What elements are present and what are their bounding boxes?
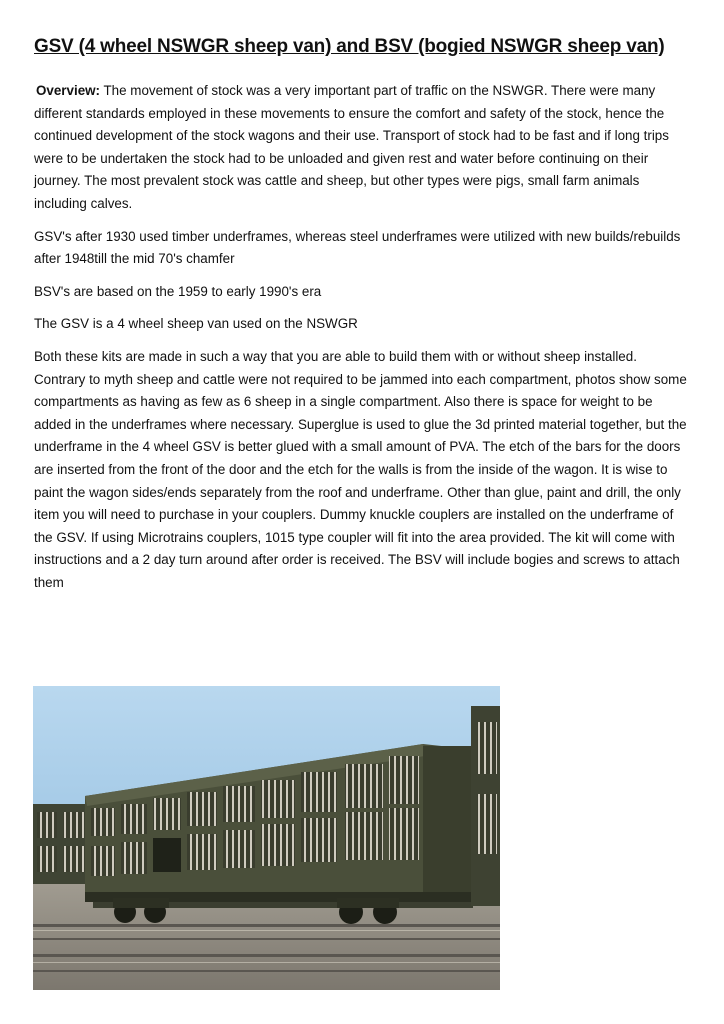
sheep-van-illustration [33,686,500,990]
gsv-description-paragraph: The GSV is a 4 wheel sheep van used on the NSWGR [34,316,358,332]
document-body [34,80,689,604]
overview-text: The movement of stock was a very important part of traffic on the NSWGR. There were many different standards employed in these movements to ensure the comfort and safety of the stock, hence the continued development of the stock wagons and their use. Transport of stock had to be fast and if long trips were to be undertaken the stock had to be unloaded and given rest and water before continuing on their journey. The most prevalent stock was cattle and sheep, but other types were pigs, small farm animals including calves. [34,83,669,211]
gsv-underframes-paragraph: GSV's after 1930 used timber underframes, whereas steel underframes were utilized with new builds/rebuilds after 1948till the mid 70's chamfer [34,228,681,267]
overview-paragraph [34,80,689,216]
kits-paragraph: Both these kits are made in such a way that you are able to build them with or without sheep installed. Contrary to myth sheep and cattle were not required to be jammed into each compartment, photos show some compartments as having as few as 6 sheep in a single compartment. Also there is space for weight to be added in the underframes where necessary. Superglue is used to glue the 3d printed material together, but the underframe in the 4 wheel GSV is better glued with a small amount of PVA. The etch of the bars for the doors are inserted from the front of the door and the etch for the walls is from the inside of the wagon. It is wise to paint the wagon sides/ends separately from the roof and underframe. Other than glue, paint and drill, the only item you will need to purchase in your couplers. Dummy knuckle couplers are installed on the underframe of the GSV. If using Microtrains couplers, 1015 type coupler will fit into the area provided. The kit will come with instructions and a 2 day turn around after order is received. The BSV will include bogies and screws to attach them [34,348,687,590]
bsv-era-paragraph: BSV's are based on the 1959 to early 1990's era [34,283,322,299]
sheep-van-photo [33,686,500,990]
page-title: GSV (4 wheel NSWGR sheep van) and BSV (bogied NSWGR sheep van) [34,36,665,57]
overview-label: Overview: [36,83,101,98]
